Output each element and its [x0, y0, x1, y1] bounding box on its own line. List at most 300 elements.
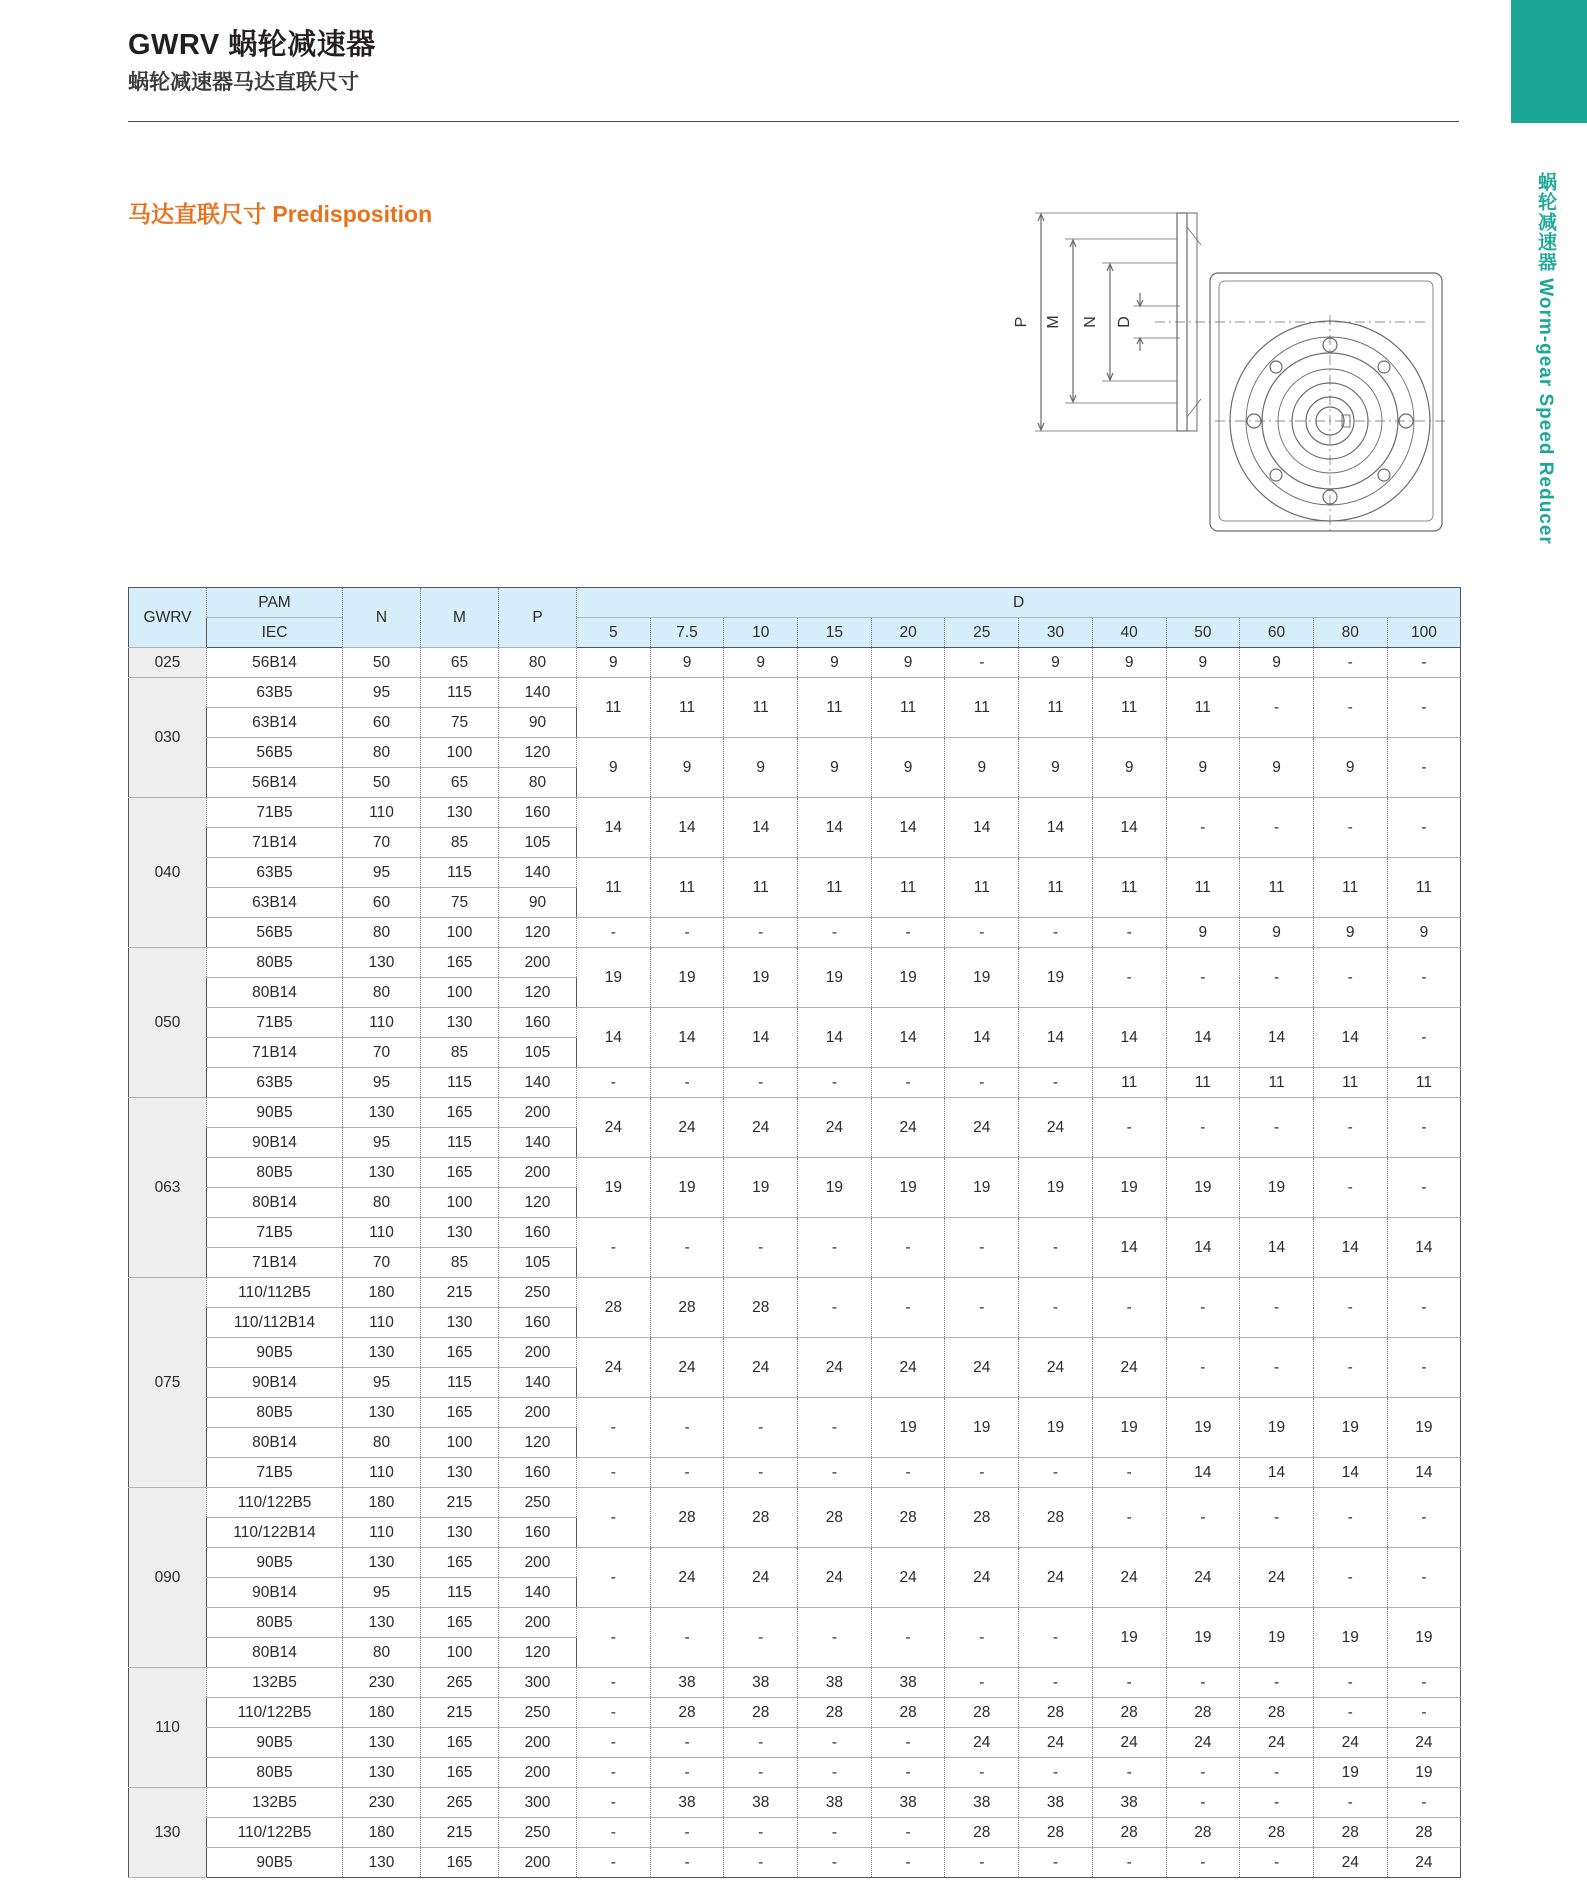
table-row [129, 1758, 1461, 1788]
d-cell: - [1166, 1278, 1240, 1338]
d-cell: - [945, 1068, 1019, 1098]
d-cell: - [724, 1848, 798, 1878]
d-cell: - [1387, 1698, 1461, 1728]
iec-cell: 90B5 [207, 1728, 343, 1758]
table-row [129, 1698, 1461, 1728]
header-d-col: 15 [798, 618, 872, 648]
table-row [129, 1398, 1461, 1428]
d-cell: - [1313, 798, 1387, 858]
d-cell: 14 [1166, 1218, 1240, 1278]
n-cell: 60 [343, 888, 421, 918]
d-cell: 19 [1240, 1608, 1314, 1668]
d-cell: - [1313, 1788, 1387, 1818]
d-cell: 28 [945, 1818, 1019, 1848]
d-cell: - [1240, 678, 1314, 738]
m-cell: 165 [421, 1758, 499, 1788]
table-row [129, 1608, 1461, 1638]
d-cell: - [577, 1848, 651, 1878]
d-cell: 9 [1166, 648, 1240, 678]
iec-cell: 90B14 [207, 1578, 343, 1608]
d-cell: 19 [1019, 1158, 1093, 1218]
iec-cell: 110/112B14 [207, 1308, 343, 1338]
p-cell: 120 [499, 978, 577, 1008]
d-cell: - [1240, 1848, 1314, 1878]
d-cell: - [1166, 1758, 1240, 1788]
d-cell: 28 [798, 1488, 872, 1548]
d-cell: 9 [1313, 918, 1387, 948]
d-cell: - [871, 918, 945, 948]
d-cell: - [1019, 1458, 1093, 1488]
d-cell: 14 [724, 1008, 798, 1068]
d-cell: 19 [871, 948, 945, 1008]
d-cell: 11 [1387, 1068, 1461, 1098]
n-cell: 80 [343, 918, 421, 948]
predisposition-table [128, 587, 1461, 1878]
d-cell: - [1240, 1278, 1314, 1338]
d-cell: 9 [798, 648, 872, 678]
d-cell: 19 [1313, 1398, 1387, 1458]
d-cell: 9 [1166, 738, 1240, 798]
d-cell: - [1092, 1758, 1166, 1788]
header-d-col: 7.5 [650, 618, 724, 648]
d-cell: - [945, 1218, 1019, 1278]
p-cell: 105 [499, 828, 577, 858]
p-cell: 120 [499, 1428, 577, 1458]
d-cell: - [577, 1068, 651, 1098]
d-cell: 19 [1092, 1608, 1166, 1668]
d-cell: 11 [577, 858, 651, 918]
m-cell: 115 [421, 1368, 499, 1398]
d-cell: 38 [871, 1668, 945, 1698]
n-cell: 80 [343, 1428, 421, 1458]
m-cell: 215 [421, 1818, 499, 1848]
m-cell: 115 [421, 678, 499, 708]
d-cell: - [650, 1608, 724, 1668]
m-cell: 165 [421, 1158, 499, 1188]
n-cell: 130 [343, 1848, 421, 1878]
n-cell: 180 [343, 1278, 421, 1308]
n-cell: 130 [343, 948, 421, 978]
d-cell: 19 [1387, 1398, 1461, 1458]
dim-label-n: N [1082, 316, 1099, 328]
d-cell: 24 [798, 1098, 872, 1158]
d-cell: 19 [1166, 1398, 1240, 1458]
header-iec: IEC [207, 618, 343, 648]
d-cell: 28 [1019, 1488, 1093, 1548]
d-cell: 9 [577, 648, 651, 678]
n-cell: 110 [343, 1218, 421, 1248]
m-cell: 165 [421, 948, 499, 978]
model-cell: 030 [129, 678, 207, 798]
page-subtitle: 蜗轮减速器马达直联尺寸 [128, 71, 359, 94]
d-cell: 11 [798, 858, 872, 918]
d-cell: 24 [1092, 1548, 1166, 1608]
d-cell: - [798, 1608, 872, 1668]
iec-cell: 90B5 [207, 1098, 343, 1128]
d-cell: 24 [945, 1728, 1019, 1758]
section-heading: 马达直联尺寸 Predisposition [128, 201, 433, 227]
d-cell: 24 [1092, 1728, 1166, 1758]
d-cell: 24 [724, 1098, 798, 1158]
d-cell: - [1387, 1788, 1461, 1818]
model-cell: 063 [129, 1098, 207, 1278]
p-cell: 80 [499, 648, 577, 678]
d-cell: 38 [724, 1668, 798, 1698]
p-cell: 160 [499, 1008, 577, 1038]
d-cell: 19 [871, 1158, 945, 1218]
d-cell: - [724, 1728, 798, 1758]
p-cell: 250 [499, 1488, 577, 1518]
d-cell: 19 [1387, 1608, 1461, 1668]
iec-cell: 71B14 [207, 1038, 343, 1068]
n-cell: 110 [343, 1518, 421, 1548]
table-row [129, 1728, 1461, 1758]
d-cell: 11 [1240, 1068, 1314, 1098]
iec-cell: 80B5 [207, 948, 343, 978]
d-cell: 11 [1092, 1068, 1166, 1098]
d-cell: - [650, 1068, 724, 1098]
d-cell: 24 [577, 1098, 651, 1158]
d-cell: 9 [1313, 738, 1387, 798]
m-cell: 165 [421, 1338, 499, 1368]
iec-cell: 63B5 [207, 678, 343, 708]
table-row [129, 1098, 1461, 1128]
d-cell: - [1092, 948, 1166, 1008]
n-cell: 80 [343, 1638, 421, 1668]
d-cell: - [577, 1698, 651, 1728]
d-cell: 19 [1019, 948, 1093, 1008]
d-cell: 24 [798, 1548, 872, 1608]
d-cell: - [798, 1818, 872, 1848]
iec-cell: 71B14 [207, 828, 343, 858]
m-cell: 130 [421, 798, 499, 828]
d-cell: 28 [1092, 1698, 1166, 1728]
d-cell: - [1387, 1098, 1461, 1158]
d-cell: - [798, 1218, 872, 1278]
d-cell: - [1092, 1458, 1166, 1488]
iec-cell: 56B5 [207, 738, 343, 768]
m-cell: 85 [421, 1248, 499, 1278]
d-cell: - [798, 918, 872, 948]
model-cell: 050 [129, 948, 207, 1098]
m-cell: 165 [421, 1098, 499, 1128]
d-cell: 38 [724, 1788, 798, 1818]
p-cell: 160 [499, 1518, 577, 1548]
d-cell: - [1313, 1548, 1387, 1608]
d-cell: - [724, 1758, 798, 1788]
p-cell: 160 [499, 1308, 577, 1338]
d-cell: - [871, 1068, 945, 1098]
d-cell: - [724, 918, 798, 948]
d-cell: 9 [577, 738, 651, 798]
table-row [129, 1158, 1461, 1188]
d-cell: 9 [724, 648, 798, 678]
d-cell: 11 [577, 678, 651, 738]
d-cell: 28 [1240, 1698, 1314, 1728]
table-row [129, 648, 1461, 678]
m-cell: 100 [421, 738, 499, 768]
d-cell: 14 [871, 1008, 945, 1068]
d-cell: - [945, 918, 1019, 948]
d-cell: - [1092, 1278, 1166, 1338]
d-cell: - [1166, 1098, 1240, 1158]
d-cell: 24 [724, 1338, 798, 1398]
iec-cell: 90B14 [207, 1368, 343, 1398]
p-cell: 200 [499, 1548, 577, 1578]
d-cell: 24 [1240, 1728, 1314, 1758]
p-cell: 160 [499, 1218, 577, 1248]
header-d-col: 50 [1166, 618, 1240, 648]
d-cell: 14 [798, 1008, 872, 1068]
header-d-col: 100 [1387, 618, 1461, 648]
table-row [129, 1008, 1461, 1038]
d-cell: 11 [945, 678, 1019, 738]
iec-cell: 63B14 [207, 708, 343, 738]
d-cell: 24 [798, 1338, 872, 1398]
d-cell: 11 [724, 678, 798, 738]
d-cell: 11 [871, 678, 945, 738]
d-cell: 38 [871, 1788, 945, 1818]
d-cell: 24 [945, 1338, 1019, 1398]
d-cell: - [871, 1608, 945, 1668]
d-cell: - [1387, 648, 1461, 678]
n-cell: 60 [343, 708, 421, 738]
m-cell: 100 [421, 978, 499, 1008]
iec-cell: 132B5 [207, 1788, 343, 1818]
d-cell: - [724, 1818, 798, 1848]
d-cell: 11 [1166, 1068, 1240, 1098]
d-cell: - [798, 1848, 872, 1878]
iec-cell: 90B14 [207, 1128, 343, 1158]
table-header-row [129, 588, 1461, 618]
iec-cell: 90B5 [207, 1848, 343, 1878]
d-cell: 11 [1313, 858, 1387, 918]
d-cell: 9 [798, 738, 872, 798]
d-cell: - [650, 1848, 724, 1878]
d-cell: 24 [1019, 1548, 1093, 1608]
d-cell: - [724, 1398, 798, 1458]
table-row [129, 1668, 1461, 1698]
m-cell: 130 [421, 1218, 499, 1248]
iec-cell: 71B5 [207, 1218, 343, 1248]
header-m: M [421, 588, 499, 648]
d-cell: - [650, 1398, 724, 1458]
p-cell: 80 [499, 768, 577, 798]
d-cell: - [1166, 1668, 1240, 1698]
m-cell: 165 [421, 1728, 499, 1758]
d-cell: 38 [650, 1668, 724, 1698]
n-cell: 110 [343, 1008, 421, 1038]
d-cell: - [577, 1488, 651, 1548]
d-cell: 9 [650, 648, 724, 678]
n-cell: 110 [343, 1458, 421, 1488]
iec-cell: 80B5 [207, 1758, 343, 1788]
d-cell: - [724, 1608, 798, 1668]
p-cell: 200 [499, 948, 577, 978]
d-cell: 28 [798, 1698, 872, 1728]
d-cell: 24 [1019, 1338, 1093, 1398]
d-cell: - [1019, 1668, 1093, 1698]
d-cell: 19 [945, 1398, 1019, 1458]
d-cell: - [1019, 918, 1093, 948]
d-cell: 24 [1166, 1728, 1240, 1758]
header-d-col: 25 [945, 618, 1019, 648]
p-cell: 120 [499, 1638, 577, 1668]
table-row [129, 1458, 1461, 1488]
d-cell: - [1240, 948, 1314, 1008]
model-cell: 090 [129, 1488, 207, 1668]
m-cell: 130 [421, 1008, 499, 1038]
m-cell: 100 [421, 1428, 499, 1458]
d-cell: 14 [1092, 1008, 1166, 1068]
iec-cell: 71B5 [207, 798, 343, 828]
d-cell: 11 [798, 678, 872, 738]
p-cell: 160 [499, 1458, 577, 1488]
d-cell: - [650, 1818, 724, 1848]
d-cell: 28 [945, 1698, 1019, 1728]
n-cell: 130 [343, 1728, 421, 1758]
d-cell: 9 [945, 738, 1019, 798]
n-cell: 130 [343, 1158, 421, 1188]
d-cell: 11 [1166, 678, 1240, 738]
d-cell: 24 [1313, 1728, 1387, 1758]
p-cell: 140 [499, 1368, 577, 1398]
d-cell: - [650, 1758, 724, 1788]
iec-cell: 56B14 [207, 648, 343, 678]
m-cell: 215 [421, 1488, 499, 1518]
header-pam: PAM [207, 588, 343, 618]
d-cell: - [1387, 1008, 1461, 1068]
d-cell: 9 [1019, 738, 1093, 798]
d-cell: 14 [1240, 1218, 1314, 1278]
d-cell: 28 [1092, 1818, 1166, 1848]
m-cell: 115 [421, 1128, 499, 1158]
d-cell: 19 [798, 948, 872, 1008]
d-cell: - [650, 918, 724, 948]
d-cell: - [1387, 1158, 1461, 1218]
d-cell: 24 [650, 1098, 724, 1158]
d-cell: 24 [650, 1548, 724, 1608]
n-cell: 130 [343, 1338, 421, 1368]
d-cell: - [1387, 1278, 1461, 1338]
m-cell: 65 [421, 768, 499, 798]
header-d-col: 60 [1240, 618, 1314, 648]
d-cell: - [1240, 1758, 1314, 1788]
d-cell: - [871, 1728, 945, 1758]
d-cell: 38 [1092, 1788, 1166, 1818]
iec-cell: 63B5 [207, 1068, 343, 1098]
d-cell: - [1313, 1488, 1387, 1548]
d-cell: 28 [724, 1488, 798, 1548]
d-cell: - [1387, 1488, 1461, 1548]
d-cell: 19 [1092, 1158, 1166, 1218]
m-cell: 265 [421, 1788, 499, 1818]
d-cell: 14 [650, 1008, 724, 1068]
d-cell: - [724, 1458, 798, 1488]
d-cell: 9 [1019, 648, 1093, 678]
p-cell: 140 [499, 1128, 577, 1158]
d-cell: 19 [945, 948, 1019, 1008]
d-cell: - [1313, 1278, 1387, 1338]
d-cell: 11 [1019, 678, 1093, 738]
model-cell: 075 [129, 1278, 207, 1488]
d-cell: 9 [1240, 918, 1314, 948]
side-section-label: 蜗轮减速器 Worm-gear Speed Reducer [1535, 172, 1556, 545]
d-cell: - [1240, 1788, 1314, 1818]
d-cell: - [1240, 1488, 1314, 1548]
d-cell: 9 [1092, 648, 1166, 678]
d-cell: - [1019, 1068, 1093, 1098]
d-cell: - [577, 1218, 651, 1278]
iec-cell: 71B5 [207, 1458, 343, 1488]
iec-cell: 80B14 [207, 1638, 343, 1668]
table-row [129, 738, 1461, 768]
n-cell: 70 [343, 828, 421, 858]
d-cell: - [1387, 678, 1461, 738]
d-cell: 14 [1313, 1458, 1387, 1488]
d-cell: - [577, 1788, 651, 1818]
n-cell: 95 [343, 1368, 421, 1398]
d-cell: 14 [577, 798, 651, 858]
d-cell: 24 [1019, 1728, 1093, 1758]
d-cell: 19 [1019, 1398, 1093, 1458]
d-cell: 19 [650, 1158, 724, 1218]
d-cell: 38 [650, 1788, 724, 1818]
d-cell: - [650, 1728, 724, 1758]
d-cell: - [1019, 1218, 1093, 1278]
d-cell: 14 [871, 798, 945, 858]
d-cell: - [1387, 1668, 1461, 1698]
table-row [129, 678, 1461, 708]
d-cell: - [945, 1278, 1019, 1338]
p-cell: 140 [499, 678, 577, 708]
table-row [129, 918, 1461, 948]
d-cell: 19 [1313, 1608, 1387, 1668]
d-cell: - [798, 1728, 872, 1758]
n-cell: 95 [343, 678, 421, 708]
d-cell: 28 [650, 1488, 724, 1548]
d-cell: 28 [1019, 1818, 1093, 1848]
d-cell: 19 [1387, 1758, 1461, 1788]
d-cell: - [1313, 1338, 1387, 1398]
d-cell: 28 [871, 1698, 945, 1728]
d-cell: 28 [724, 1278, 798, 1338]
d-cell: 14 [1240, 1008, 1314, 1068]
d-cell: - [1240, 1098, 1314, 1158]
d-cell: - [1092, 1488, 1166, 1548]
d-cell: 11 [650, 678, 724, 738]
d-cell: 14 [724, 798, 798, 858]
d-cell: - [577, 918, 651, 948]
d-cell: 28 [1166, 1818, 1240, 1848]
d-cell: 14 [1092, 798, 1166, 858]
p-cell: 90 [499, 888, 577, 918]
d-cell: - [577, 1728, 651, 1758]
d-cell: - [577, 1548, 651, 1608]
iec-cell: 110/122B5 [207, 1488, 343, 1518]
d-cell: 9 [724, 738, 798, 798]
iec-cell: 110/122B5 [207, 1698, 343, 1728]
header-d-col: 5 [577, 618, 651, 648]
m-cell: 85 [421, 1038, 499, 1068]
d-cell: - [945, 1668, 1019, 1698]
d-cell: - [945, 1608, 1019, 1668]
d-cell: - [1166, 1848, 1240, 1878]
n-cell: 110 [343, 798, 421, 828]
m-cell: 100 [421, 918, 499, 948]
d-cell: - [798, 1398, 872, 1458]
header-model: GWRV [129, 588, 207, 648]
